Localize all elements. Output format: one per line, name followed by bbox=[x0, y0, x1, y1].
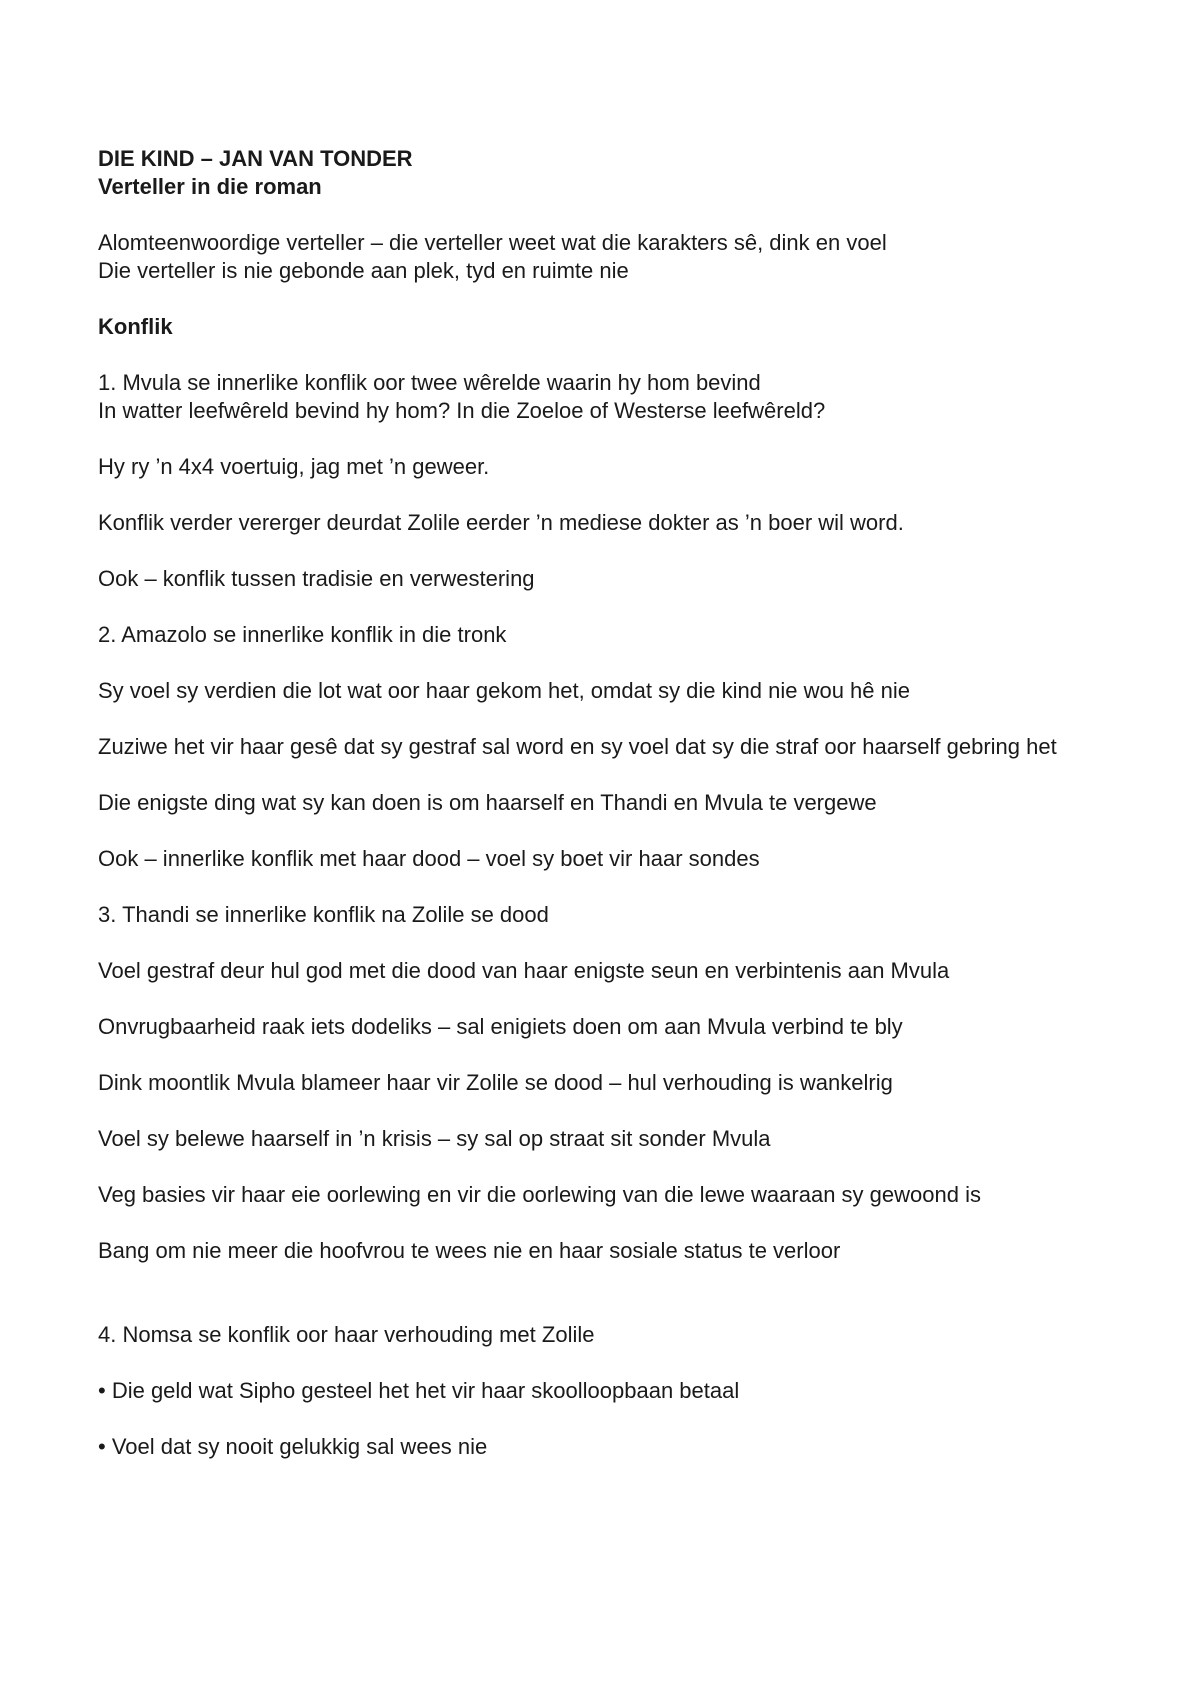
section4-heading: 4. Nomsa se konflik oor haar verhouding met Zolile bbox=[98, 1322, 595, 1347]
section1-heading: 1. Mvula se innerlike konflik oor twee wêrelde waarin hy hom bevind bbox=[98, 370, 761, 395]
section4-bullet: • Voel dat sy nooit gelukkig sal wees nie bbox=[98, 1434, 488, 1459]
section2-paragraph: Die enigste ding wat sy kan doen is om haarself en Thandi en Mvula te vergewe bbox=[98, 790, 877, 815]
section1-paragraph: Ook – konflik tussen tradisie en verwestering bbox=[98, 566, 535, 591]
section3-paragraph: Onvrugbaarheid raak iets dodeliks – sal enigiets doen om aan Mvula verbind te bly bbox=[98, 1014, 903, 1039]
section1-line2: In watter leefwêreld bevind hy hom? In die Zoeloe of Westerse leefwêreld? bbox=[98, 398, 826, 423]
section3-paragraph: Voel gestraf deur hul god met die dood van haar enigste seun en verbintenis aan Mvula bbox=[98, 958, 950, 983]
section2-paragraph: Zuziwe het vir haar gesê dat sy gestraf sal word en sy voel dat sy die straf oor haarself gebring het bbox=[98, 734, 1057, 759]
section1-paragraph: Konflik verder vererger deurdat Zolile eerder ’n mediese dokter as ’n boer wil word. bbox=[98, 510, 904, 535]
section3-heading: 3. Thandi se innerlike konflik na Zolile se dood bbox=[98, 902, 549, 927]
document-page bbox=[98, 145, 1118, 1461]
konflik-heading: Konflik bbox=[98, 314, 173, 339]
document-subtitle: Verteller in die roman bbox=[98, 174, 322, 199]
section4-bullet: • Die geld wat Sipho gesteel het het vir haar skoolloopbaan betaal bbox=[98, 1378, 740, 1403]
section2-paragraph: Sy voel sy verdien die lot wat oor haar gekom het, omdat sy die kind nie wou hê nie bbox=[98, 678, 911, 703]
section3-paragraph: Bang om nie meer die hoofvrou te wees nie en haar sosiale status te verloor bbox=[98, 1238, 841, 1263]
section1-paragraph: Hy ry ’n 4x4 voertuig, jag met ’n geweer. bbox=[98, 454, 490, 479]
document-title: DIE KIND – JAN VAN TONDER bbox=[98, 146, 413, 171]
section2-paragraph: Ook – innerlike konflik met haar dood – voel sy boet vir haar sondes bbox=[98, 846, 760, 871]
section3-paragraph: Voel sy belewe haarself in ’n krisis – sy sal op straat sit sonder Mvula bbox=[98, 1126, 771, 1151]
verteller-line-2: Die verteller is nie gebonde aan plek, tyd en ruimte nie bbox=[98, 258, 629, 283]
section2-heading: 2. Amazolo se innerlike konflik in die tronk bbox=[98, 622, 507, 647]
verteller-line-1: Alomteenwoordige verteller – die verteller weet wat die karakters sê, dink en voel bbox=[98, 230, 887, 255]
section3-paragraph: Dink moontlik Mvula blameer haar vir Zolile se dood – hul verhouding is wankelrig bbox=[98, 1070, 893, 1095]
section3-paragraph: Veg basies vir haar eie oorlewing en vir die oorlewing van die lewe waaraan sy gewoond is bbox=[98, 1182, 981, 1207]
